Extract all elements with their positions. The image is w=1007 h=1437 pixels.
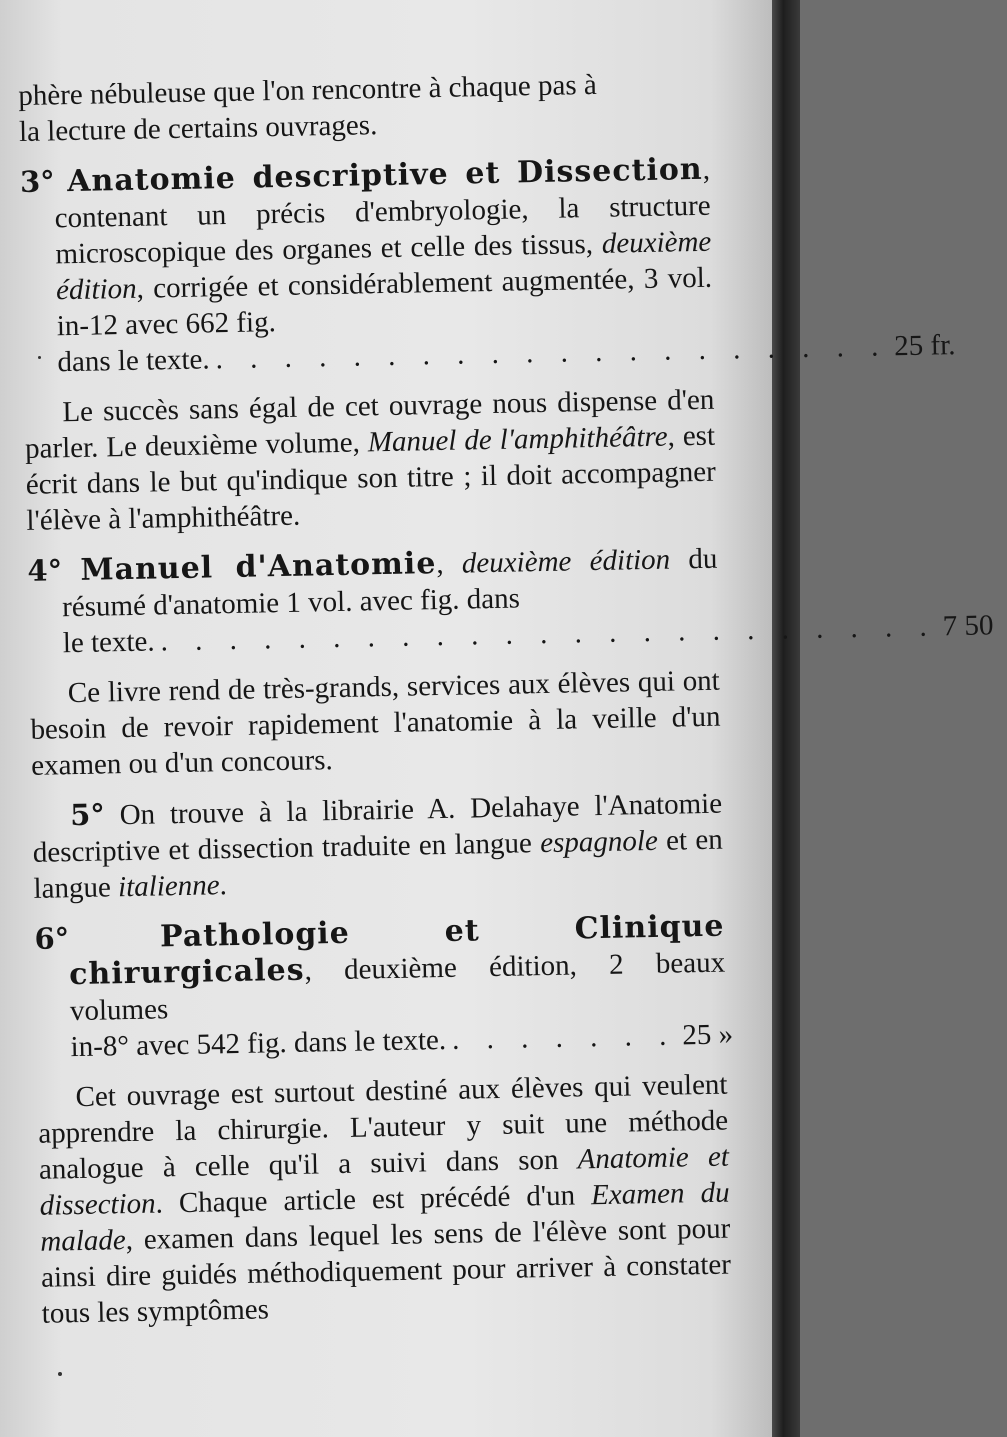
entry-6-comment-title-2: Examen du malade <box>40 1176 730 1258</box>
entry-5-italian: italienne <box>117 869 220 904</box>
entry-3-number: 3° <box>19 164 56 199</box>
entry-5-text-c: . <box>219 869 228 902</box>
entry-4-description: 4° Manuel d'Anatomie, deuxième édition du résumé d'anatomie 1 vol. avec fig. dans <box>27 542 718 624</box>
page-text-block <box>18 65 994 1332</box>
dot-leader: . . . . . . . . . . . . . . . . . . . . <box>215 330 889 376</box>
entry-6-price-label: in-8° avec 542 fig. dans le texte. <box>70 1023 447 1064</box>
entry-5-number: 5° <box>69 797 106 833</box>
entry-4-comment: Ce livre rend de très-grands, services aux élèves qui ont besoin de revoir rapidement l'anatomie à la veille d'un examen ou d'un concours. <box>30 664 721 782</box>
entry-4-price: 7 50 <box>942 609 994 643</box>
entry-6-title: Pathologie et Clinique chirurgicales <box>68 908 725 993</box>
entry-4-title: Manuel d'Anatomie <box>80 546 437 588</box>
entry-3-price: 25 fr. <box>893 329 956 363</box>
dot-leader: . . . . . . . . . . . . . . . . . . . . . . . <box>160 610 938 658</box>
intro-line-1: phère nébuleuse que l'on rencontre à chaque pas à <box>18 68 598 112</box>
entry-3-desc-b: , corrigée et considérablement augmentée, 3 vol. in-12 avec 662 fig. <box>56 261 713 343</box>
entry-3-description <box>20 151 713 345</box>
entry-5-paragraph <box>32 785 724 907</box>
entry-5-text-b: et en langue <box>33 823 724 905</box>
entry-4-price-label: le texte. <box>62 625 155 660</box>
entry-6-number: 6° <box>34 921 70 956</box>
entry-3-title: Anatomie descriptive et Dissection <box>66 151 703 200</box>
entry-6-price: 25 » <box>682 1018 734 1052</box>
entry-4-number: 4° <box>27 553 63 588</box>
entry-4-desc-b: du résumé d'anatomie 1 vol. avec fig. dans <box>61 542 718 624</box>
entry-6-comment-b: . Chaque article est précédé d'un <box>155 1179 592 1220</box>
entry-3-comment-b: , est écrit dans le but qu'indique son titre ; il doit accompagner l'élève à l'amphithéâtre. <box>25 419 716 537</box>
entry-6-desc: , deuxième édition, 2 beaux volumes <box>69 946 726 1028</box>
intro-paragraph <box>18 65 709 150</box>
entry-3-comment-title: Manuel de l'amphithéâtre <box>367 420 668 459</box>
entry-3-price-label: dans le texte. <box>57 343 210 379</box>
entry-3-desc-a: , contenant un précis d'embryologie, la structure microscopique des organes et celle des tissus, <box>54 153 711 271</box>
entry-6-comment-title-1: Anatomie et dissection <box>39 1140 730 1222</box>
entry-3-comment-a: Le succès sans égal de cet ouvrage nous dispense d'en parler. Le deuxième volume, <box>24 383 715 465</box>
paper-speck <box>58 1372 62 1376</box>
entry-6-comment <box>37 1067 732 1332</box>
entry-5-text-a: On trouve à la librairie A. Delahaye l'Anatomie descriptive et dissection traduite en langue <box>32 787 723 869</box>
paper-speck <box>38 356 41 359</box>
entry-5-spanish: espagnole <box>539 824 659 860</box>
entry-6-comment-c: , examen dans lequel les sens de l'élève sont pour ainsi dire guidés méthodiquement pour arriver à constater tous les symptômes <box>40 1212 732 1330</box>
entry-3-edition: deuxième édition <box>55 225 712 307</box>
entry-6-description <box>34 908 726 1030</box>
intro-line-2: la lecture de certains ouvrages. <box>18 109 378 148</box>
entry-3-comment <box>24 382 717 539</box>
entry-4-edition: deuxième édition <box>461 543 671 580</box>
book-spine-edge <box>772 0 800 1437</box>
entry-6-comment-a: Cet ouvrage est surtout destiné aux élèves qui veulent apprendre la chirurgie. L'auteur y suit une méthode analogue à celle qu'il a suivi dans son <box>37 1068 729 1186</box>
dot-leader: . . . . . . . <box>451 1019 677 1056</box>
